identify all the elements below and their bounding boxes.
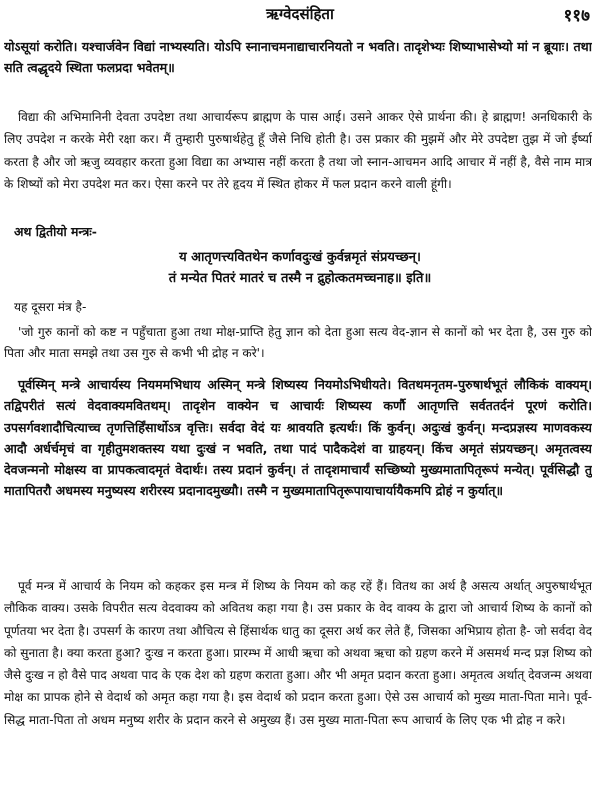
mantra-intro: अथ द्वितीयो मन्त्रः- xyxy=(14,224,97,239)
hindi-label: यह दूसरा मंत्र है- xyxy=(14,300,87,314)
running-title: ऋग्वेदसंहिता xyxy=(266,5,334,23)
mantra-line-1: य आतृणत्त्यवितथेन कर्णावदुःखं कुर्वन्नमृतं संप्रयच्छन्। xyxy=(179,250,421,265)
hindi-commentary: पूर्व मन्त्र में आचार्य के नियम को कहकर इस मन्त्र में शिष्य के नियम को कह रहें हैं। वितथ का अर्थ है असत्य अर्थात् अपुरुषार्थभूत लौकिक वाक्य। उसके विपरीत सत्य वेदवाक्य को अवितथ कहा गया है। उस प्रकार के वेद वाक्य के द्वारा जो आचार्य शिष्य के कानों को पूर्णतया भर देता है। उपसर्ग के कारण तथा औचित्य से हिंसार्थक धातु का दूसरा अर्थ कर लेते हैं, जिसका अभिप्राय होता है- जो सर्वदा वेद को सुनाता है। क्या करता हुआ? दुःख न करता हुआ। प्रारम्भ में आधी ऋचा को अथवा ऋचा को ग्रहण करने में असमर्थ मन्द प्रज्ञ शिष्य को जैसे दुःख न हो वैसे पाद अथवा पाद के एक देश को ग्रहण कराता हुआ। और भी अमृत प्रदान करता हुआ। अमृतत्व अर्थात् देवजन्म अथवा मोक्ष का प्रापक होने से वेदार्थ को अमृत कहा गया है। इस वेदार्थ को प्रदान करता हुआ। ऐसे उस आचार्य को मुख्य माता-पिता माने। पूर्व-सिद्ध माता-पिता तो अधम मनुष्य शरीर के प्रदान करने से अमुख्य हैं। उस मुख्य माता-पिता रूप आचार्य के लिए एक भी द्रोह न करे। xyxy=(4,579,592,727)
page-header xyxy=(4,0,596,30)
page-number: ११७ xyxy=(563,6,590,26)
sanskrit-paragraph-1: योऽसूयां करोति। यश्चार्जवेन विद्यां नाभ्यस्यति। योऽपि स्नानाचमनाद्याचारनियतो न भवति। तादृशेभ्यः शिष्याभासेभ्यो मां न ब्रूयाः। तथा सति त्वद्धृदये स्थिता फलप्रदा भवेतम्॥ xyxy=(4,39,592,76)
hindi-paragraph-1: विद्या की अभिमानिनी देवता उपदेष्टा तथा आचार्यरूप ब्राह्मण के पास आई। उसने आकर ऐसे प्रार्थना की। हे ब्राह्मण! अनधिकारी के लिए उपदेश न करके मेरी रक्षा कर। मैं तुम्हारी पुरुषार्थहेतु हूँ जैसे निधि होती है। उस प्रकार की मुझमें और मेरे उपदेष्टा तुझ में जो ईर्ष्या करता है और जो ऋजु व्यवहार करता हुआ विद्या का अभ्यास नहीं करता है तथा जो स्नान-आचमन आदि आचार में नहीं है, वैसे नाम मात्र के शिष्यों को मेरा उपदेश मत कर। ऐसा करने पर तेरे हृदय में स्थित होकर में फल प्रदान करने वाली हूंगी। xyxy=(4,110,592,191)
mantra-line-2: तं मन्येत पितरं मातरं च तस्मै न द्रुहोत्कतमच्चनाह॥ इति॥ xyxy=(168,271,432,286)
hindi-mantra-translation: 'जो गुरु कानों को कष्ट न पहुँचाता हुआ तथा मोक्ष-प्राप्ति हेतु ज्ञान को देता हुआ सत्य वेद-ज्ञान से कानों को भर देता है, उस गुरु को पिता और माता समझे तथा उस गुरु से कभी भी द्रोह न करे'। xyxy=(4,325,592,360)
sanskrit-commentary: पूर्वस्मिन् मन्त्रे आचार्यस्य नियममभिधाय अस्मिन् मन्त्रे शिष्यस्य नियमोऽभिधीयते। वितथमनृतम-पुरुषार्थभूतं लौकिकं वाक्यम्। तद्विपरीतं सत्यं वेदवाक्यमवितथम्। तादृशेन वाक्येन च आचार्यः शिष्यस्य कर्णौ आतृणत्ति सर्वततर्दनं पूरणं करोति। उपसर्गवशादौचित्याच्च तृणत्तिर्हिंसार्थोऽत्र वृत्तिः। सर्वदा वेदं यः श्रावयति इत्यर्थः। किं कुर्वन्। अदुःखं कुर्वन्। मन्दप्रज्ञस्य माणवकस्य आदौ अर्धर्चमृचं वा गृहीतुमशक्तस्य यथा दुःखं न भवति, तथा पादं पादैकदेशं वा ग्राहयन्। किंच अमृतं संप्रयच्छन्। अमृतत्वस्य देवजन्मनो मोक्षस्य वा प्रापकत्वादमृतं वेदार्थः। तस्य प्रदानं कुर्वन्। तं तादृशमाचार्यं सच्छिष्यो मुख्यमातापितृरूपं मन्येत्। पूर्वसिद्धौ तु मातापितरौ अधमस्य मनुष्यस्य शरीरस्य प्रदानादमुख्यौ। तस्मै न मुख्यमातापितृरूपायाचार्यायैकमपि द्रोहं न कुर्यात्॥ xyxy=(4,377,592,499)
